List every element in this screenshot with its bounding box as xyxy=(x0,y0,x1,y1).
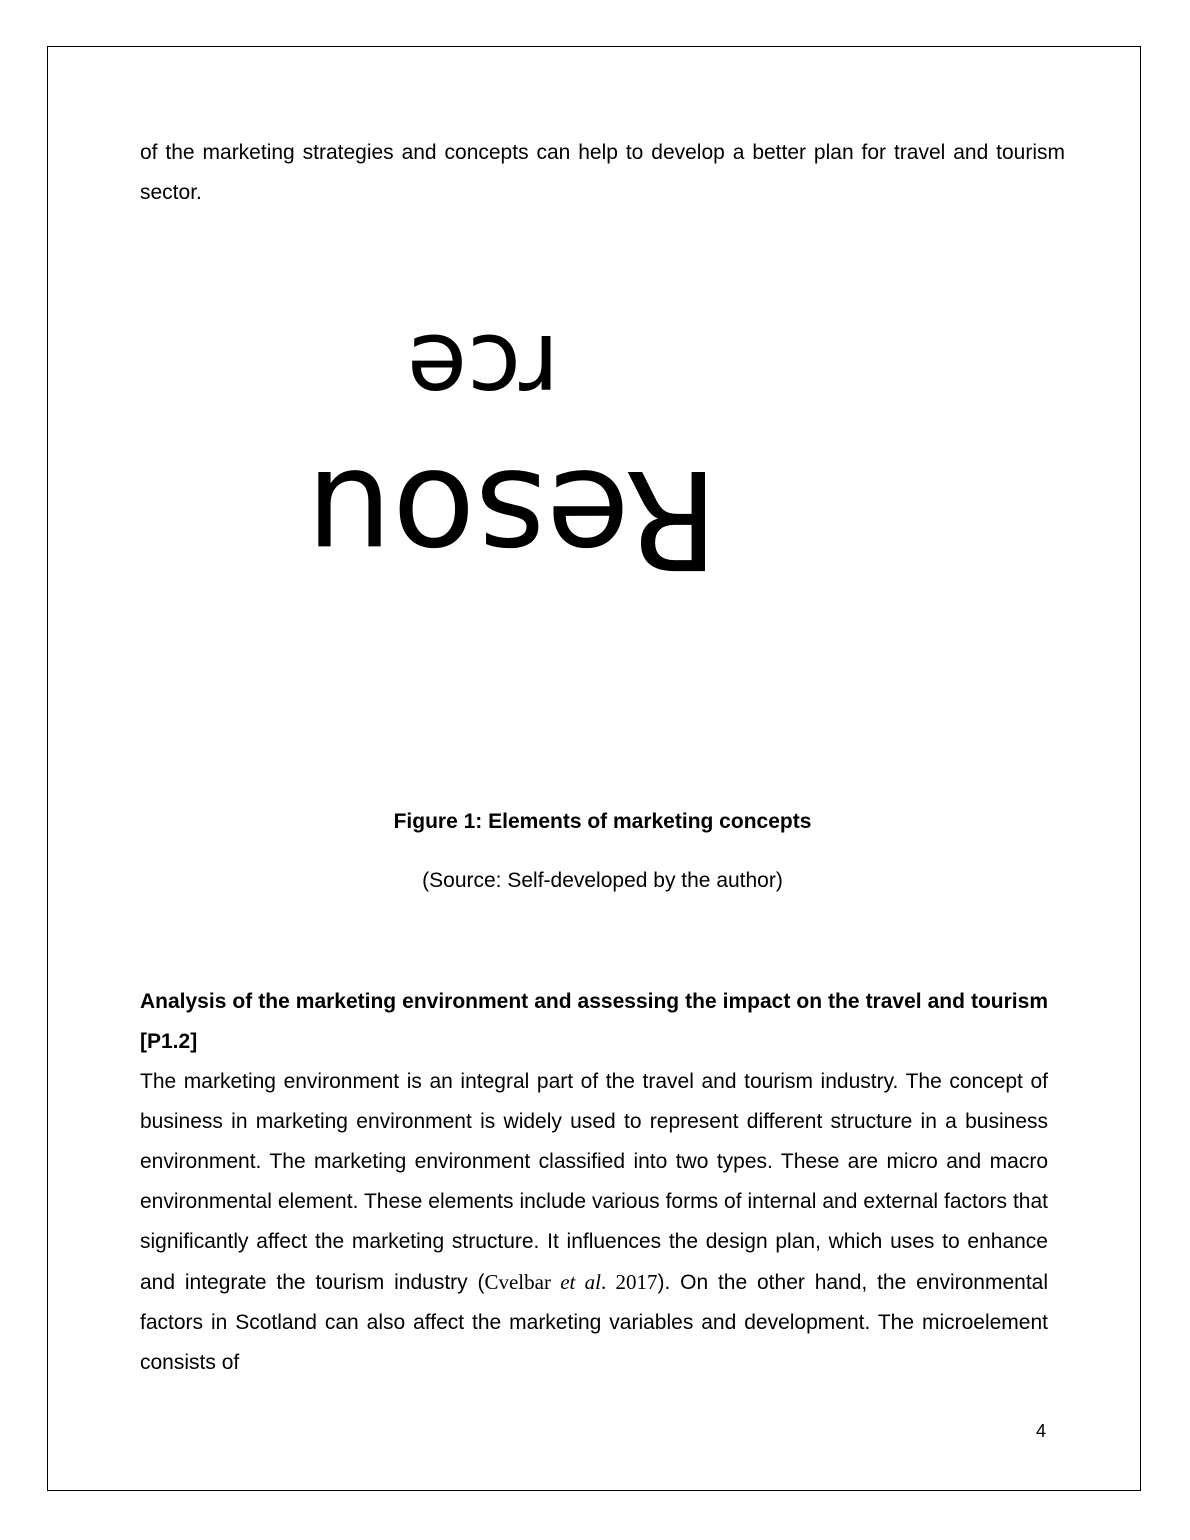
body-text-end: ). On the other hand, the environmental factors in Scotland can also affect the marketing variables and development. The microelement consists of xyxy=(140,1271,1049,1374)
body-text-start: The marketing environment is an integral part of the travel and tourism industry. The concept of business in marketing environment is widely used to represent different structure in a business environment. The marketing environment classified into two types. These are micro and macro environmental element. These elements include various forms of internal and external factors that significantly affect the marketing structure. It influences the design plan, which uses to enhance and integrate the tourism industry ( xyxy=(140,1070,1048,1294)
citation-author: Cvelbar xyxy=(484,1270,551,1294)
citation-year: . 2017 xyxy=(600,1270,658,1294)
section-heading: Analysis of the marketing environment and assessing the impact on the travel and tourism [P1.2] xyxy=(140,990,1048,1053)
intro-paragraph: of the marketing strategies and concepts can help to develop a better plan for travel and tourism sector. xyxy=(140,141,1065,204)
figure-word-upside-down-2: Resou xyxy=(306,439,719,597)
citation-etal: et al xyxy=(560,1270,601,1294)
figure-caption-source: (Source: Self-developed by the author) xyxy=(422,869,783,892)
page-number: 4 xyxy=(1036,1421,1047,1441)
figure-word-upside-down-1: rce xyxy=(407,312,560,426)
citation xyxy=(484,1270,657,1294)
figure-image xyxy=(240,312,950,620)
body-paragraph xyxy=(140,1062,1048,1383)
figure-caption-title: Figure 1: Elements of marketing concepts xyxy=(393,810,812,833)
